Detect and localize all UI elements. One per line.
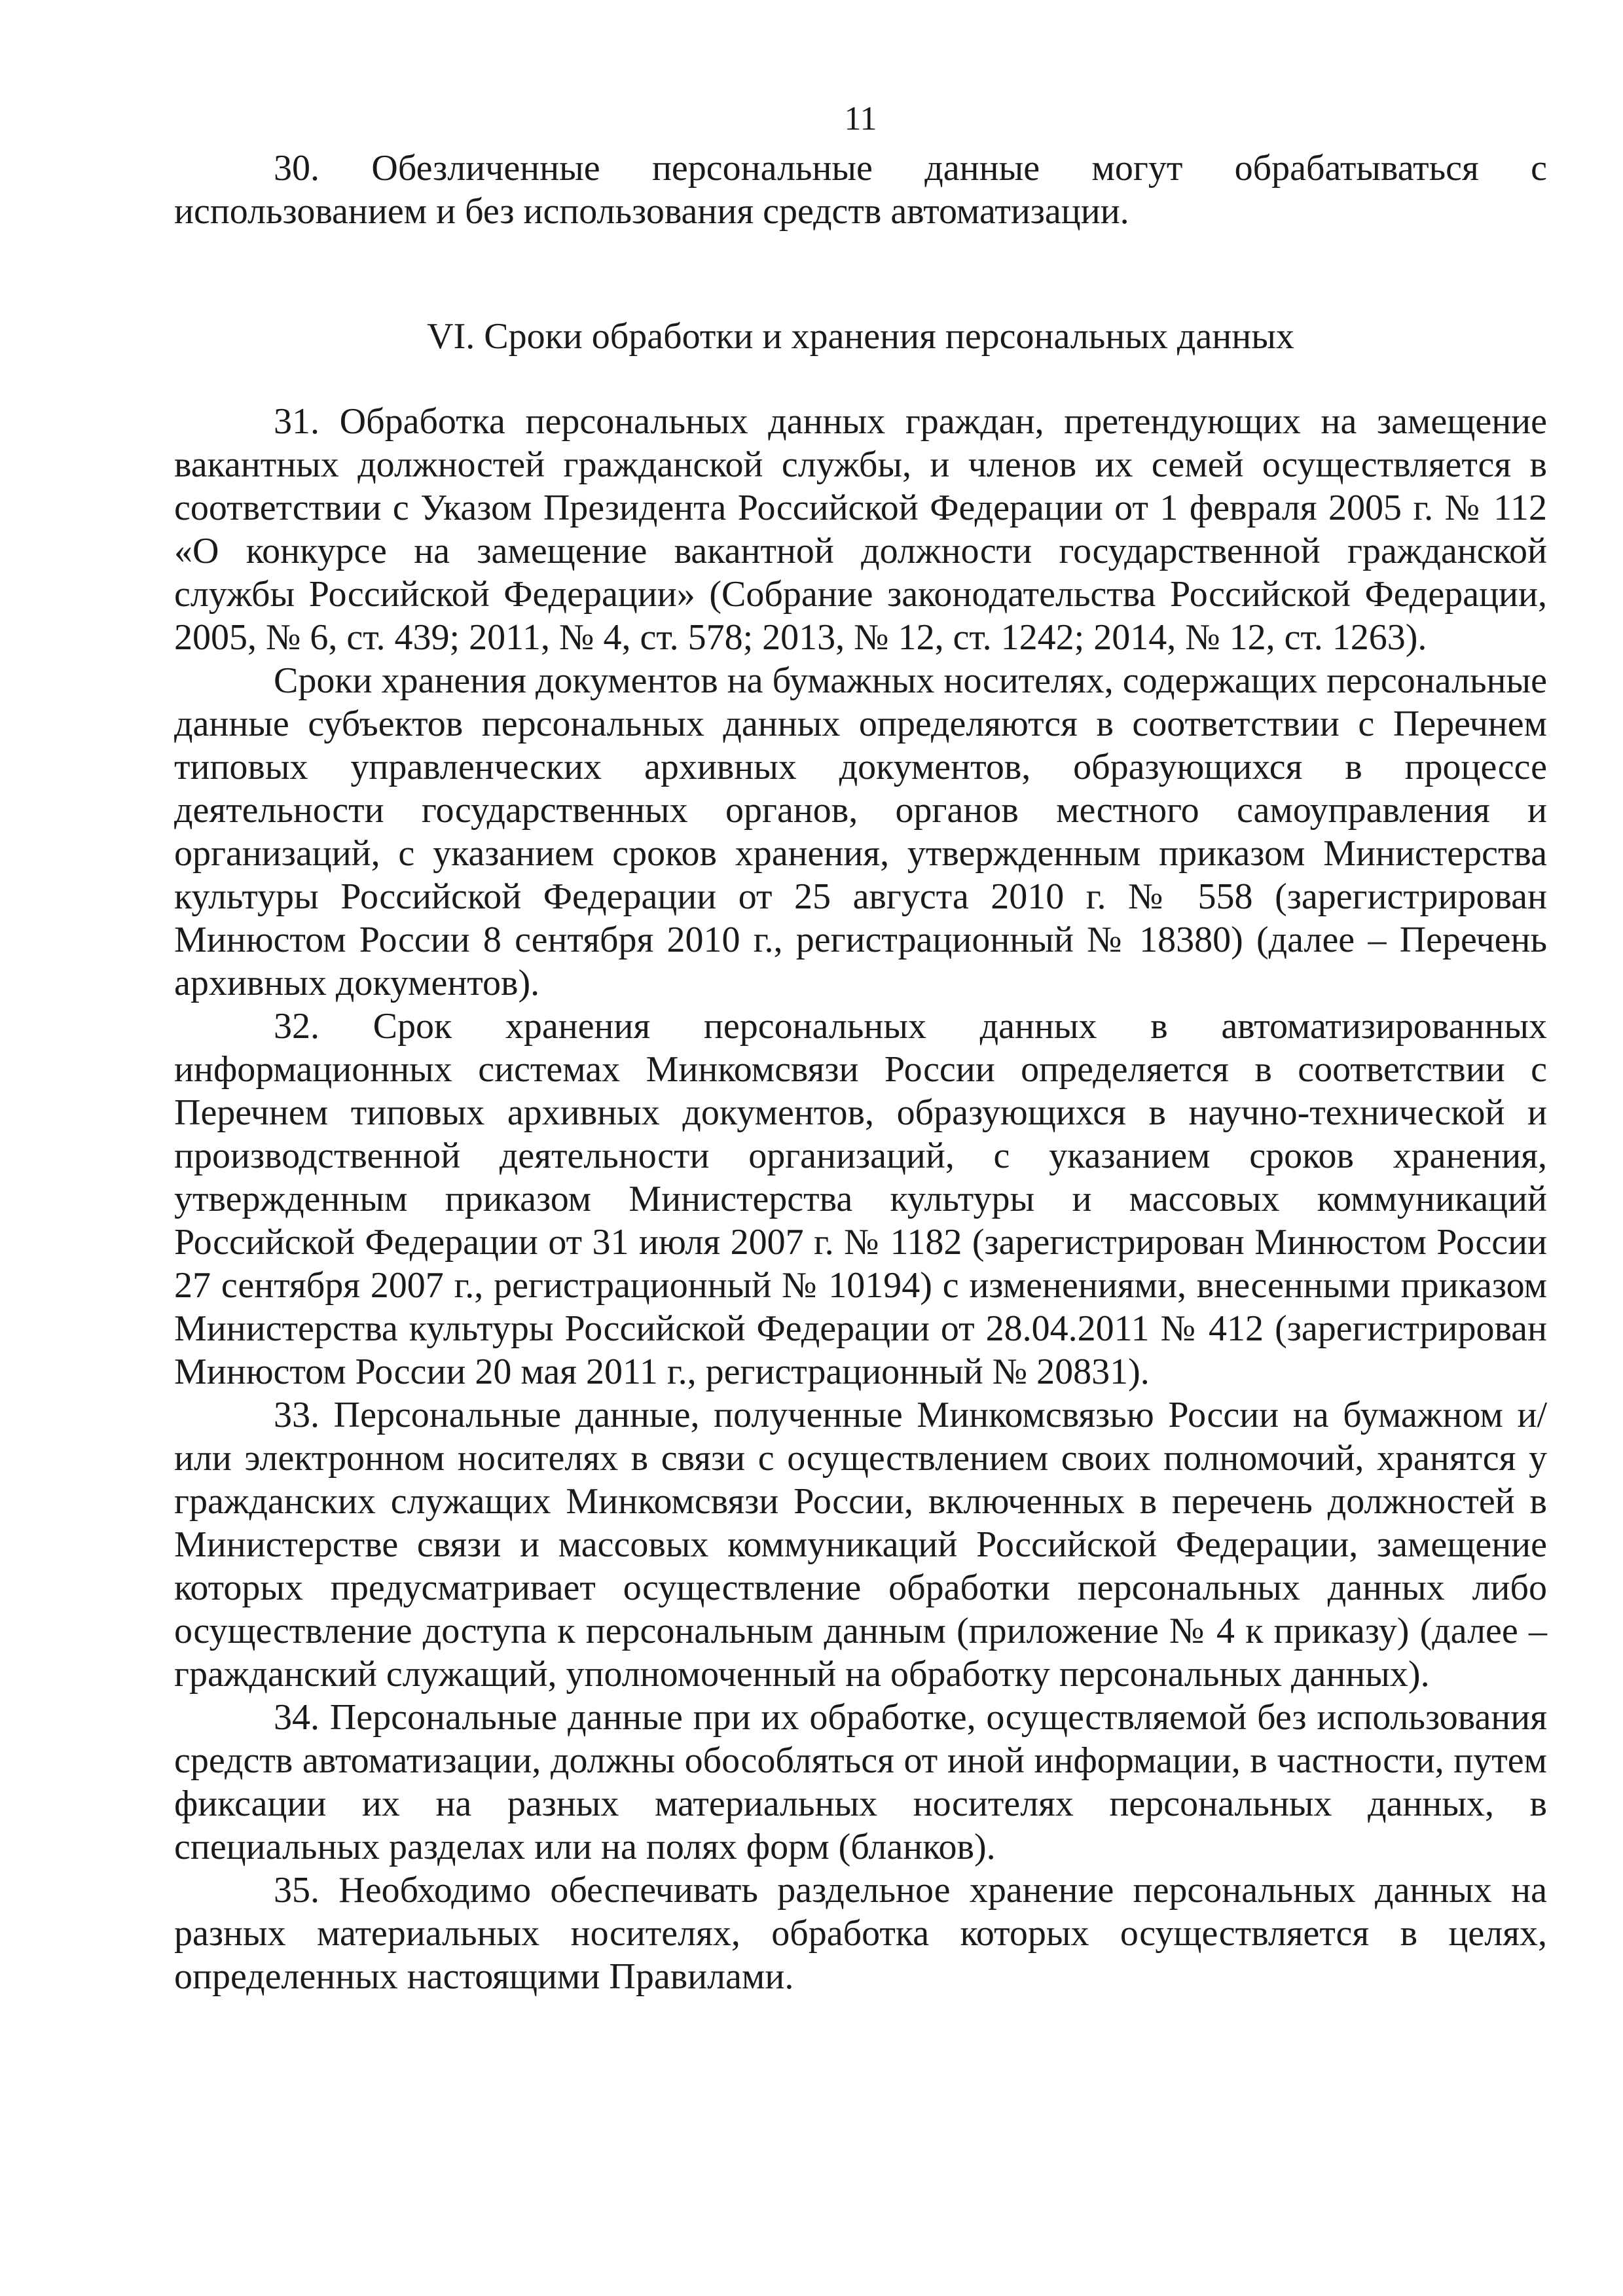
paragraph-30: 30. Обезличенные персональные данные могут обрабатываться с использованием и без использования средств автоматизации. xyxy=(174,148,1547,232)
paragraph-32: 32. Срок хранения персональных данных в автоматизированных информационных системах Минкомсвязи России определяется в соответствии с Перечнем типовых архивных документов, образующихся в научно-технической и производственной деятельности организаций, с указанием сроков хранения, утвержденным приказом Министерства культуры и массовых коммуникаций Российской Федерации от 31 июля 2007 г. № 1182 (зарегистрирован Минюстом России 27 сентября 2007 г., регистрационный № 10194) с изменениями, внесенными приказом Министерства культуры Российской Федерации от 28.04.2011 № 412 (зарегистрирован Минюстом России 20 мая 2011 г., регистрационный № 20831). xyxy=(174,1006,1547,1392)
paragraph-33: 33. Персональные данные, полученные Минкомсвязью России на бумажном и/или электронном носителях в связи с осуществлением своих полномочий, хранятся у гражданских служащих Минкомсвязи России, включенных в перечень должностей в Министерстве связи и массовых коммуникаций Российской Федерации, замещение которых предусматривает осуществление обработки персональных данных либо осуществление доступа к персональным данным (приложение № 4 к приказу) (далее – гражданский служащий, уполномоченный на обработку персональных данных). xyxy=(174,1395,1547,1695)
paragraph-31-storage: Сроки хранения документов на бумажных носителях, содержащих персональные данные субъектов персональных данных определяются в соответствии с Перечнем типовых управленческих архивных документов, образующихся в процессе деятельности государственных органов, органов местного самоуправления и организаций, с указанием сроков хранения, утвержденным приказом Министерства культуры Российской Федерации от 25 августа 2010 г. № 558 (зарегистрирован Минюстом России 8 сентября 2010 г., регистрационный № 18380) (далее – Перечень архивных документов). xyxy=(174,660,1547,1003)
section-heading: VI. Сроки обработки и хранения персональных данных xyxy=(427,316,1294,357)
paragraph-35: 35. Необходимо обеспечивать раздельное хранение персональных данных на разных материальных носителях, обработка которых осуществляется в целях, определенных настоящими Правилами. xyxy=(174,1870,1547,1997)
paragraph-34: 34. Персональные данные при их обработке, осуществляемой без использования средств автоматизации, должны обособляться от иной информации, в частности, путем фиксации их на разных материальных носителях персональных данных, в специальных разделах или на полях форм (бланков). xyxy=(174,1697,1547,1867)
paragraph-31: 31. Обработка персональных данных граждан, претендующих на замещение вакантных должностей гражданской службы, и членов их семей осуществляется в соответствии с Указом Президента Российской Федерации от 1 февраля 2005 г. № 112 «О конкурсе на замещение вакантной должности государственной гражданской службы Российской Федерации» (Собрание законодательства Российской Федерации, 2005, № 6, ст. 439; 2011, № 4, ст. 578; 2013, № 12, ст. 1242; 2014, № 12, ст. 1263). xyxy=(174,401,1547,658)
document-page xyxy=(174,98,1547,1998)
page-number: 11 xyxy=(844,100,877,137)
